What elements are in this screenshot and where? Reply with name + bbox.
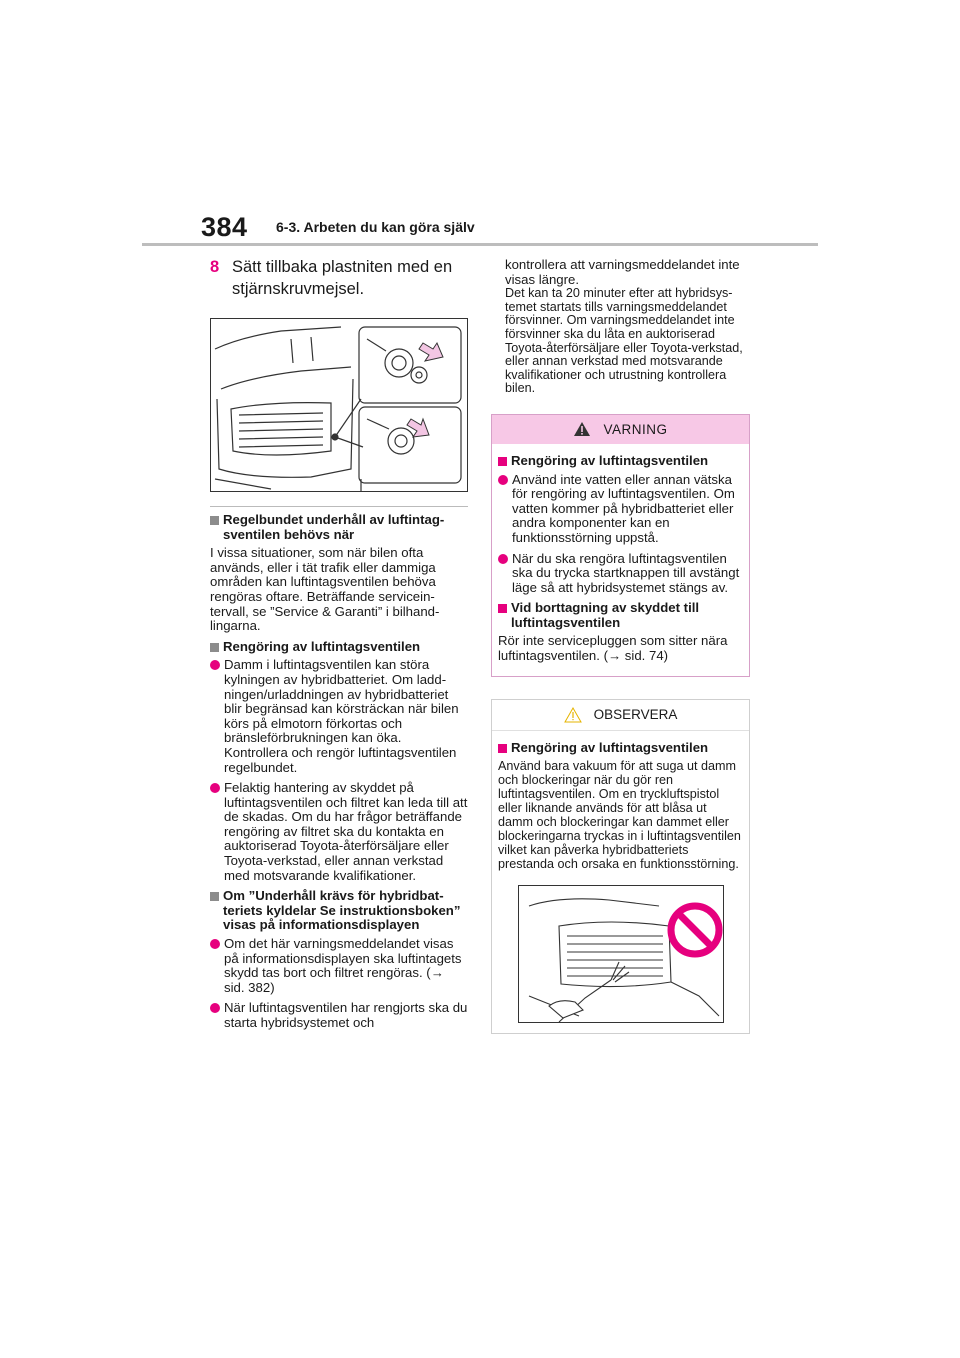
bullet-text: När du ska rengöra luftintagsventilen ska du trycka startknappen till avstängt läge så att hybridsystemet stängs av. xyxy=(512,550,740,595)
warning-title: VARNING xyxy=(603,421,668,437)
section-divider xyxy=(210,506,468,507)
bullet-after-cleaning xyxy=(210,1001,468,1030)
warning-box xyxy=(491,414,750,677)
bullet-dot-icon xyxy=(210,1003,220,1013)
heading-cleaning xyxy=(210,640,468,655)
bullet-dot-icon xyxy=(210,660,220,670)
vacuum-illustration-svg xyxy=(519,886,723,1022)
square-marker-icon xyxy=(210,892,219,901)
notice-header xyxy=(492,700,749,731)
warning-body xyxy=(492,444,749,676)
bullet-dot-icon xyxy=(210,939,220,949)
section-title: 6-3. Arbeten du kan göra själv xyxy=(276,219,475,235)
notice-paragraph: Använd bara vakuum för att suga ut damm och blockeringar när du gör ren luftintagsventilen. Om en tryckluftspistol eller liknande används för att blåsa ut damm och blockeringar kan dammet eller blockeringarna tryckas in i luftintagsventilen vilket kan påverka hybridbatteriets prestanda och orsaka en funktionsstörning. xyxy=(498,759,741,872)
bullet-dot-icon xyxy=(210,783,220,793)
bullet-dot-icon xyxy=(498,554,508,564)
heading-text: Vid borttagning av skyddet till luftintagsventilen xyxy=(511,600,700,630)
notice-body xyxy=(492,731,749,1034)
header-divider xyxy=(142,243,818,246)
square-marker-icon xyxy=(210,516,219,525)
vacuum-illustration xyxy=(518,885,724,1023)
notice-title: OBSERVERA xyxy=(593,707,678,723)
warning-header xyxy=(492,415,749,444)
bullet-text: När luftintagsventilen har rengjorts ska du starta hybridsystemet och xyxy=(224,1000,468,1030)
warning-triangle-icon xyxy=(573,421,591,437)
step-8 xyxy=(210,256,468,300)
warning-service-plug-text: Rör inte servicepluggen som sitter nära luftintagsventilen. (→ sid. 74) xyxy=(498,633,728,664)
bullet-text: Använd inte vatten eller annan vätska för rengöring av luftintagsventilen. Om vatten kommer på hybridbatteriet eller andra komponenter kan en funktionsstörning uppstå. xyxy=(512,471,735,545)
heading-text: Om ”Underhåll krävs för hybridbatteriets kyldelar Se instruktionsboken” visas på informationsdisplayen xyxy=(223,888,461,933)
square-marker-icon xyxy=(210,643,219,652)
bullet-text: Felaktig hantering av skyddet på luftintagsventilen och filtret kan leda till att de skadas. Om du har frågor beträffande rengöring av filtret ska du kontakta en auktoriserad Toyota-återförsäljare eller Toyota-verkstad, eller annan verkstad med motsvarande kvalifikationer. xyxy=(224,780,468,883)
maintenance-paragraph: I vissa situationer, som när bilen ofta används, eller i tät trafik eller dammiga områden kan luftintagsventilen behöva rengöras oftare. Beträffande serviceintervall, se ”Service & Garanti” i bilhandlingarna. xyxy=(210,545,440,634)
right-column xyxy=(491,258,750,1034)
square-marker-icon xyxy=(498,457,507,466)
bullet-text: Damm i luftintagsventilen kan störa kylningen av hybridbatteriet. Om laddningen/urladdningen av hybridbatteriet blir begränsad kan körsträckan när bilen körs på elmotorn förkortas och bränsleförbrukningen kan öka. Kontrollera och rengör luftintagsventilen regelbundet. xyxy=(224,657,459,775)
heading-text: Rengöring av luftintagsventilen xyxy=(223,638,421,654)
bullet-dust xyxy=(210,658,468,775)
heading-maintenance-message xyxy=(210,889,468,933)
step-text: Sätt tillbaka plastniten med en stjärnskruvmejsel. xyxy=(232,258,453,298)
bullet-message-shown xyxy=(210,937,468,995)
heading-regular-maintenance xyxy=(210,513,468,542)
square-marker-icon xyxy=(498,604,507,613)
warning-bullet-power-off xyxy=(498,552,743,596)
left-column xyxy=(210,256,468,1037)
continuation-text: kontrollera att varningsmeddelandet inte visas längre. xyxy=(505,257,740,287)
heading-text: Regelbundet underhåll av luftintagsventilen behövs när xyxy=(223,512,445,542)
warning-bullet-water xyxy=(498,473,743,546)
bullet-dot-icon xyxy=(498,475,508,485)
warning-heading-cover-removal xyxy=(498,601,743,630)
notice-box xyxy=(491,699,750,1035)
page-number: 384 xyxy=(201,212,248,242)
caution-triangle-icon xyxy=(564,707,582,723)
notice-heading-cleaning xyxy=(498,741,743,756)
bullet-handling xyxy=(210,781,468,883)
rivet-illustration-svg xyxy=(211,319,467,491)
continuation-note: Det kan ta 20 minuter efter att hybridsystemet startats tills varningsmeddelandet försvinner. Om varningsmeddelandet inte försvinner ska du låta en auktoriserad Toyota-återförsäljare eller Toyota-verkstad, eller annan verkstad med motsvarande kvalifikationer och utrustning kontrollera bilen. xyxy=(505,286,743,396)
square-marker-icon xyxy=(498,744,507,753)
warning-heading-cleaning xyxy=(498,454,743,469)
heading-text: Rengöring av luftintagsventilen xyxy=(511,452,709,468)
rivet-illustration xyxy=(210,318,468,492)
step-number: 8 xyxy=(210,258,220,276)
bullet-text: Om det här varningsmeddelandet visas på informationsdisplayen ska luftintagets skydd tas bort och filtret rengöras. (→ sid. 382) xyxy=(224,936,462,995)
heading-text: Rengöring av luftintagsventilen xyxy=(511,739,709,755)
